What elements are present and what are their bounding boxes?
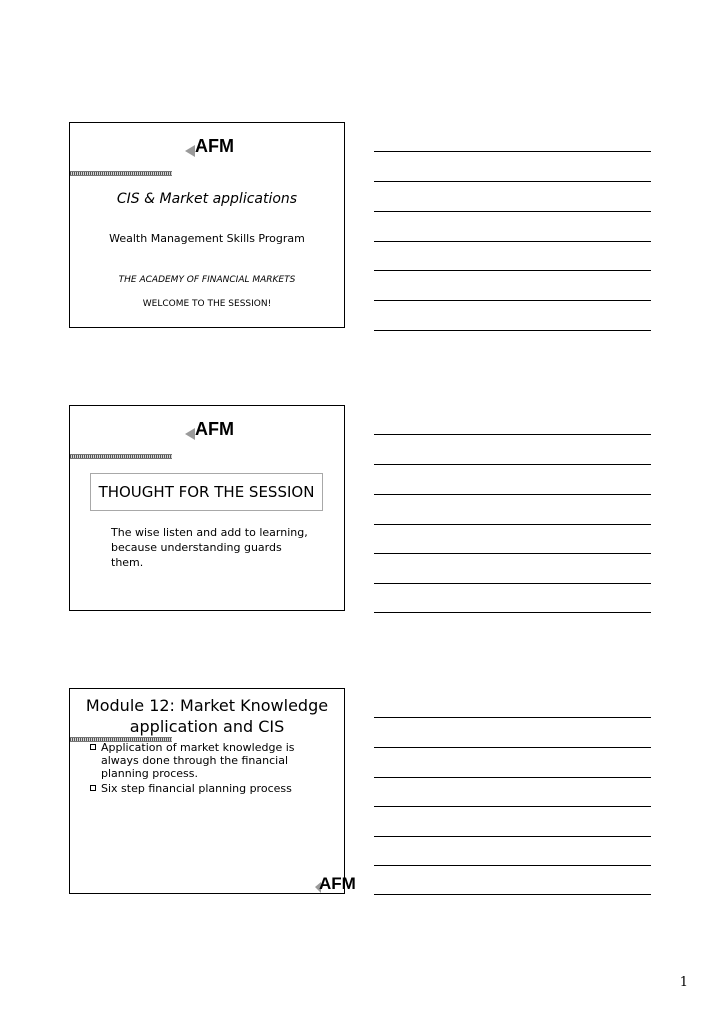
slide-title: Module 12: Market Knowledge application and CIS [85, 696, 329, 736]
slide-subtitle: Wealth Management Skills Program [109, 232, 305, 245]
decorative-bar [70, 171, 172, 176]
bullet-item: Application of market knowledge is always done through the financial planning process. [90, 741, 330, 780]
bullet-item: Six step financial planning process [90, 782, 330, 795]
welcome-text: WELCOME TO THE SESSION! [142, 299, 272, 309]
afm-logo-icon [185, 131, 234, 157]
bullet-list [90, 741, 330, 797]
slide-1 [69, 122, 345, 328]
decorative-bar [70, 454, 172, 459]
quote-text: The wise listen and add to learning, because understanding guards them. [111, 526, 308, 569]
svg-text:AFM: AFM [319, 874, 356, 893]
slide-2 [69, 405, 345, 611]
afm-logo-icon [185, 414, 234, 440]
svg-text:AFM: AFM [195, 136, 234, 156]
slide-title: THOUGHT FOR THE SESSION [90, 473, 323, 511]
svg-text:AFM: AFM [195, 419, 234, 439]
slide-3 [69, 688, 356, 894]
page-number: 1 [679, 975, 688, 990]
slide-title: CIS & Market applications [116, 191, 298, 207]
afm-logo-icon [315, 867, 356, 893]
organization-name: THE ACADEMY OF FINANCIAL MARKETS [118, 275, 296, 285]
